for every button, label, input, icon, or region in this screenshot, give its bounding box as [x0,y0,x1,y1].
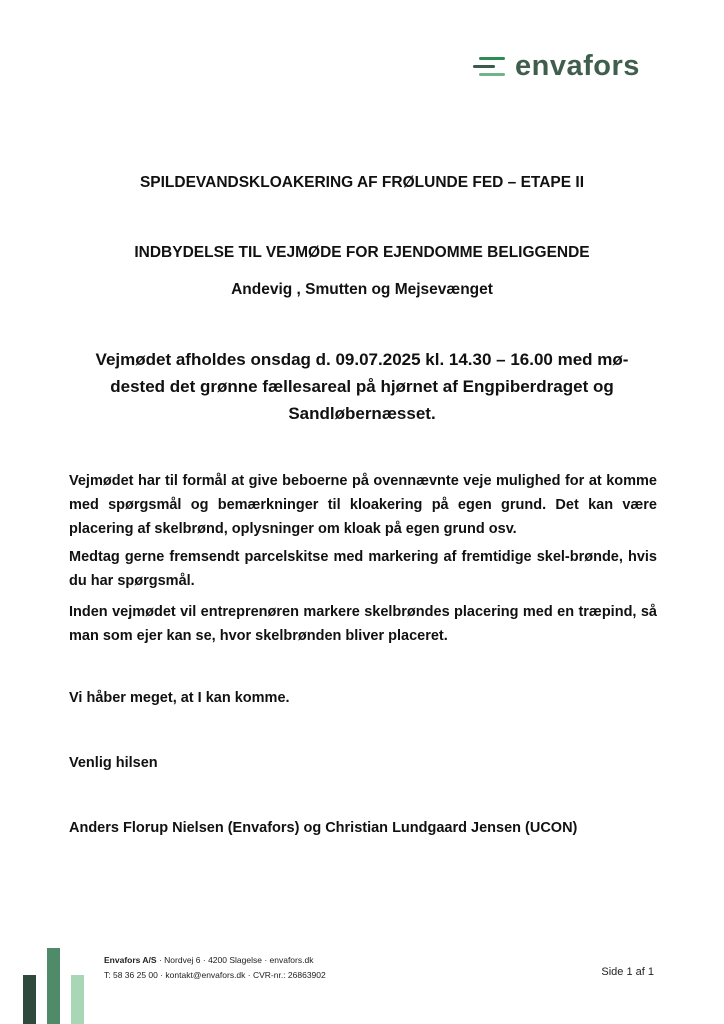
document-title: SPILDEVANDSKLOAKERING AF FRØLUNDE FED – ETAPE II [139,174,585,191]
meeting-info [60,346,664,427]
footer-info [104,953,326,983]
purpose-paragraph: Vejmødet har til formål at give beboerne på ovennævnte veje mulighed for at komme med spørgsmål og bemærkninger til kloakering på egen grund. Det kan være placering af skelbrønd, oplysninger om kloak på egen grund osv. [69,473,657,537]
marking-paragraph: Inden vejmødet vil entreprenøren markere skelbrøndes placering med en træpind, så man som ejer kan se, hvor skelbrønden bliver placeret. [69,604,657,644]
meeting-info-line: dested det grønne fællesareal på hjørnet af Engpiberdraget og [110,377,614,396]
sketch-paragraph: Medtag gerne fremsendt parcelskitse med markering af fremtidige skel-brønde, hvis du har spørgsmål. [69,549,657,589]
footer-company: Envafors A/S [104,955,157,965]
footer-address-line [104,953,326,968]
footer-contact: T: 58 36 25 00 · kontakt@envafors.dk · CVR-nr.: 26863902 [104,970,326,980]
footer-decor-bar [71,975,84,1024]
footer-decor-bar [23,975,36,1024]
logo-wordmark: envafors [515,50,640,82]
invitation-heading: INDBYDELSE TIL VEJMØDE FOR EJENDOMME BELIGGENDE [134,244,590,261]
envafors-logo-mark-icon [473,57,505,77]
footer-address: · Nordvej 6 · 4200 Slagelse · envafors.dk [156,955,314,965]
signatures: Anders Florup Nielsen (Envafors) og Christian Lundgaard Jensen (UCON) [69,820,578,836]
greeting-text: Venlig hilsen [69,755,158,771]
meeting-info-line: Sandløbernæsset. [288,404,436,423]
streets-subheading: Andevig , Smutten og Mejsevænget [231,281,493,298]
page-number: Side 1 af 1 [601,966,654,978]
meeting-info-line: Vejmødet afholdes onsdag d. 09.07.2025 kl. 14.30 – 16.00 med mø- [95,350,629,369]
footer-decor-bar [47,948,60,1024]
closing-text: Vi håber meget, at I kan komme. [69,690,290,706]
